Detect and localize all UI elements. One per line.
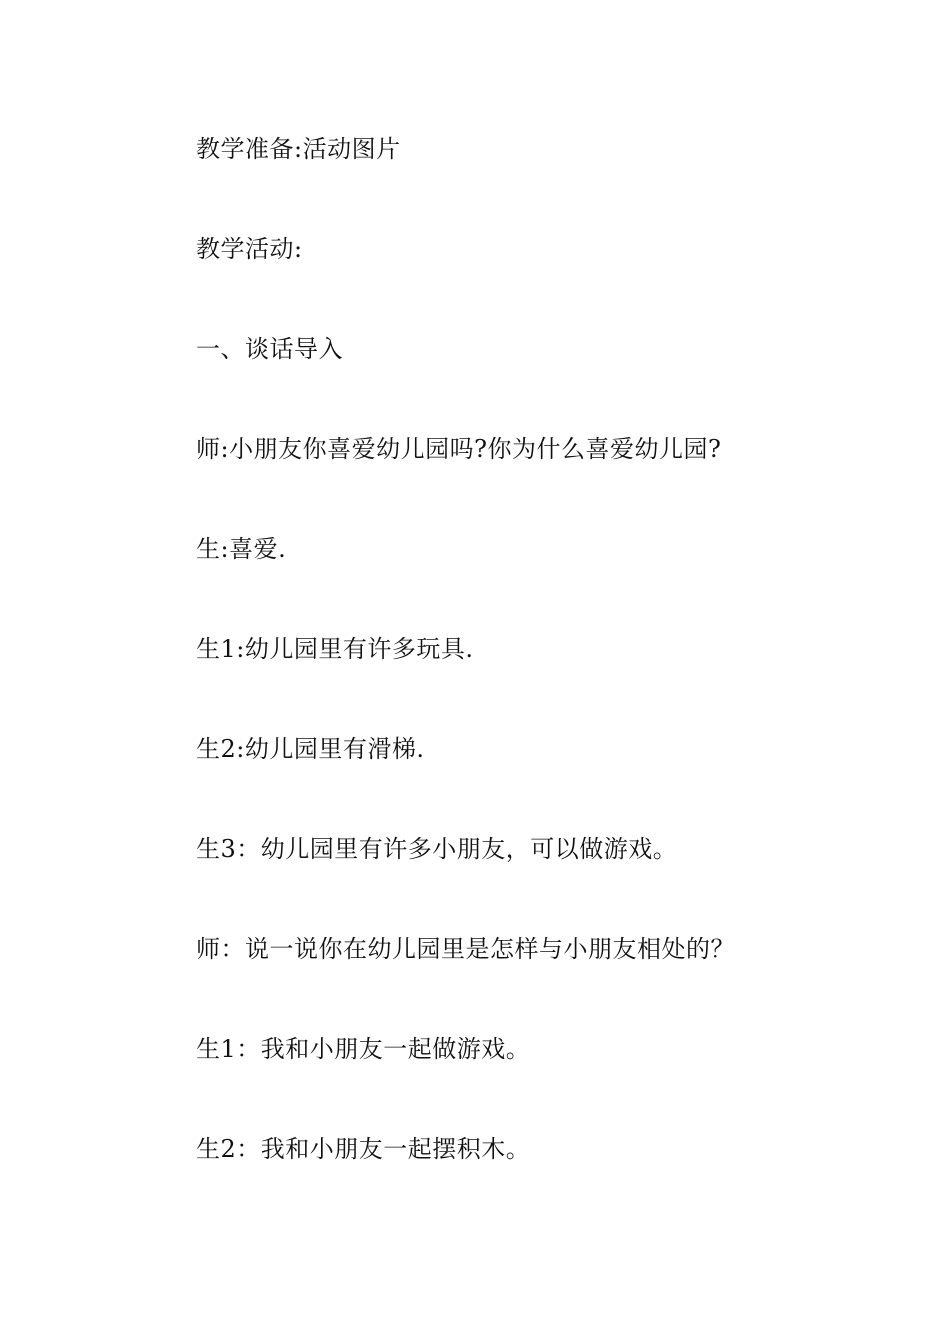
section-heading-intro: 一、谈话导入 <box>196 335 343 363</box>
teacher-question-1: 师:小朋友你喜爱幼儿园吗?你为什么喜爱幼儿园? <box>196 435 722 463</box>
student-2-answer: 生2:幼儿园里有滑梯. <box>196 735 425 763</box>
teaching-preparation-line: 教学准备:活动图片 <box>196 135 401 163</box>
student-3-answer: 生3：幼儿园里有许多小朋友，可以做游戏。 <box>196 835 678 863</box>
student-2-answer-2: 生2：我和小朋友一起摆积木。 <box>196 1135 531 1163</box>
student-1-answer-2: 生1：我和小朋友一起做游戏。 <box>196 1035 531 1063</box>
teacher-question-2: 师：说一说你在幼儿园里是怎样与小朋友相处的？ <box>196 935 735 963</box>
student-answer: 生:喜爱. <box>196 535 287 563</box>
student-1-answer: 生1:幼儿园里有许多玩具. <box>196 635 474 663</box>
teaching-activity-heading: 教学活动: <box>196 235 303 263</box>
